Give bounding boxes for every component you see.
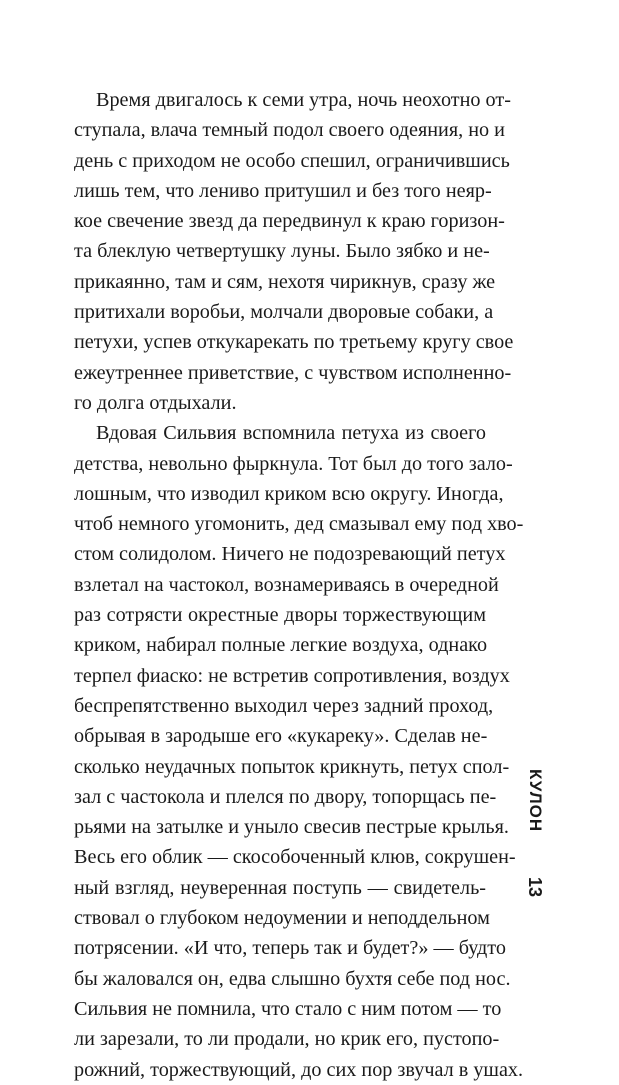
body-text bbox=[74, 85, 524, 1085]
running-title: КУЛОН bbox=[526, 769, 545, 833]
text-line: терпел фиаско: не встретив сопротивления, воздух bbox=[74, 664, 510, 687]
text-line: взлетал на частокол, вознамериваясь в очередной bbox=[74, 573, 499, 596]
text-line: ступала, влача темный подол своего одеяния, но и bbox=[74, 119, 505, 142]
text-line: обрывая в зародыше его «кукареку». Сделав не- bbox=[74, 725, 488, 748]
text-line: Вдовая Сильвия вспомнила петуха из своего bbox=[96, 422, 486, 445]
text-line: Время двигалось к семи утра, ночь неохотно от- bbox=[96, 89, 511, 111]
text-line: го долга отдыхали. bbox=[74, 391, 237, 414]
text-line: рьями на затылке и уныло свесив пестрые крылья. bbox=[74, 816, 509, 839]
text-line: детства, невольно фыркнула. Тот был до того зало- bbox=[74, 452, 513, 475]
text-line: ствовал о глубоком недоумении и неподдельном bbox=[74, 907, 490, 930]
text-line: притихали воробьи, молчали дворовые собаки, а bbox=[74, 301, 494, 324]
text-line: ный взгляд, неуверенная поступь — свидетель- bbox=[74, 876, 486, 899]
text-line: раз сотрясти окрестные дворы торжествующим bbox=[74, 604, 486, 627]
text-line: ежеутреннее приветствие, с чувством исполненно- bbox=[74, 361, 512, 384]
text-line: ли зарезали, то ли продали, но крик его, пустопо- bbox=[74, 1028, 500, 1051]
text-line: лошным, что изводил криком всю округу. Иногда, bbox=[74, 482, 504, 505]
text-line: Сильвия не помнила, что стало с ним потом — то bbox=[74, 997, 502, 1020]
text-line: рожний, торжествующий, до сих пор звучал в ушах. bbox=[74, 1058, 524, 1081]
text-line: зал с частокола и плелся по двору, топорщась пе- bbox=[74, 785, 497, 808]
page-number: 13 bbox=[525, 876, 545, 898]
text-line: Весь его облик — скособоченный клюв, сокрушен- bbox=[74, 846, 516, 869]
text-line: криком, набирал полные легкие воздуха, однако bbox=[74, 634, 488, 657]
text-line: сколько неудачных попыток крикнуть, петух спол- bbox=[74, 755, 510, 778]
text-line: чтоб немного угомонить, дед смазывал ему под хво- bbox=[74, 513, 524, 536]
text-line: стом солидолом. Ничего не подозревающий петух bbox=[74, 543, 506, 566]
text-line: прикаянно, там и сям, нехотя чирикнув, сразу же bbox=[74, 270, 496, 293]
text-line: лишь тем, что лениво притушил и без того неяр- bbox=[74, 179, 492, 202]
text-line: потрясении. «И что, теперь так и будет?» — будто bbox=[74, 937, 506, 960]
text-line: день с приходом не особо спешил, ограничившись bbox=[74, 149, 510, 172]
text-line: бы жаловался он, едва слышно бухтя себе под нос. bbox=[74, 967, 511, 990]
text-line: беспрепятственно выходил через задний проход, bbox=[74, 694, 494, 717]
text-line: кое свечение звезд да передвинул к краю горизон- bbox=[74, 210, 505, 233]
text-line: петухи, успев откукарекать по третьему кругу свое bbox=[74, 331, 514, 354]
text-line: та блеклую четвертушку луны. Было зябко и не- bbox=[74, 240, 490, 263]
